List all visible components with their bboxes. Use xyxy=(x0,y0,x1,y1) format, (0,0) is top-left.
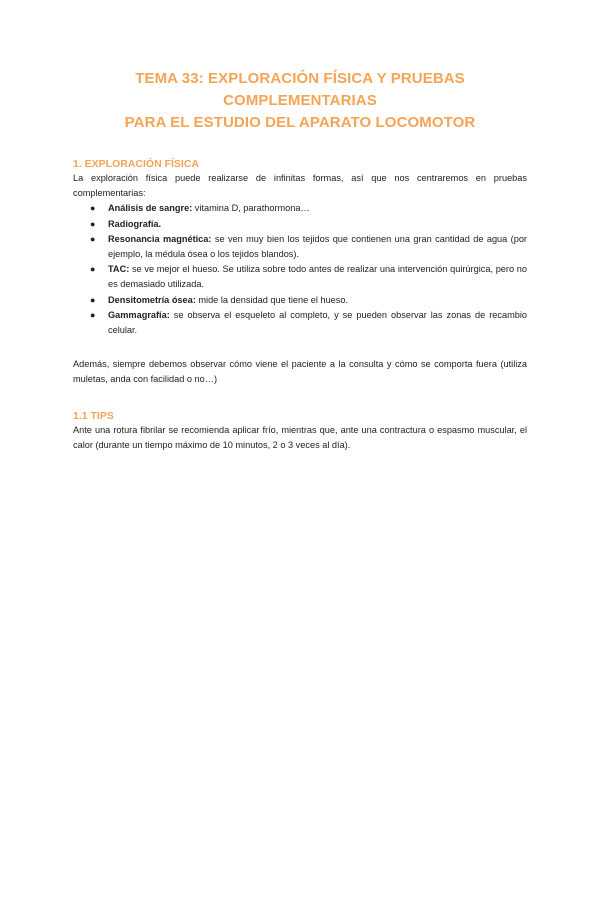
item-term: Análisis de sangre: xyxy=(108,203,193,214)
item-term: TAC: xyxy=(108,264,130,275)
list-item xyxy=(73,262,527,292)
tests-list xyxy=(73,201,527,338)
item-text: vitamina D, parathormona… xyxy=(192,203,310,214)
bullet-icon: ● xyxy=(90,294,96,305)
item-term: Radiografía. xyxy=(108,218,162,229)
title-line-2: PARA EL ESTUDIO DEL APARATO LOCOMOTOR xyxy=(124,114,476,131)
section-2-heading: 1.1 TIPS xyxy=(73,409,114,422)
bullet-icon: ● xyxy=(90,218,96,229)
page-title xyxy=(73,68,527,134)
section-1-intro: La exploración física puede realizarse de infinitas formas, así que nos centraremos en pruebas complementarias: xyxy=(73,173,527,199)
section-2-text: Ante una rotura fibrilar se recomienda aplicar frío, mientras que, ante una contractura o espasmo muscular, el calor (durante un tiempo máximo de 10 minutos, 2 o 3 veces al día). xyxy=(73,424,527,450)
item-term: Resonancia magnética: xyxy=(108,233,212,244)
item-text: se observa el esqueleto al completo, y se pueden observar las zonas de recambio celular. xyxy=(108,309,527,336)
bullet-icon: ● xyxy=(90,309,96,320)
bullet-icon: ● xyxy=(90,264,96,275)
item-text: se ven muy bien los tejidos que contienen una gran cantidad de agua (por ejemplo, la médula ósea o los tejidos blandos). xyxy=(108,233,527,260)
section-1-heading: 1. EXPLORACIÓN FÍSICA xyxy=(73,158,200,170)
item-term: Gammagrafía: xyxy=(108,309,170,320)
list-item xyxy=(73,293,527,308)
list-item xyxy=(73,232,527,262)
document-page xyxy=(0,68,600,916)
item-term: Densitometría ósea: xyxy=(108,294,196,305)
bullet-icon: ● xyxy=(90,233,96,244)
list-item xyxy=(73,308,527,338)
item-text: se ve mejor el hueso. Se utiliza sobre todo antes de realizar una intervención quirúrgica, pero no es demasiado utilizada. xyxy=(108,264,527,290)
section-1-closing: Además, siempre debemos observar cómo viene el paciente a la consulta y cómo se comporta fuera (utiliza muletas, anda con facilidad o no…) xyxy=(73,359,527,385)
list-item xyxy=(73,201,527,216)
title-line-1: TEMA 33: EXPLORACIÓN FÍSICA Y PRUEBAS COMPLEMENTARIAS xyxy=(135,70,465,109)
list-item xyxy=(73,217,527,232)
bullet-icon: ● xyxy=(90,203,96,214)
item-text: mide la densidad que tiene el hueso. xyxy=(195,294,349,305)
